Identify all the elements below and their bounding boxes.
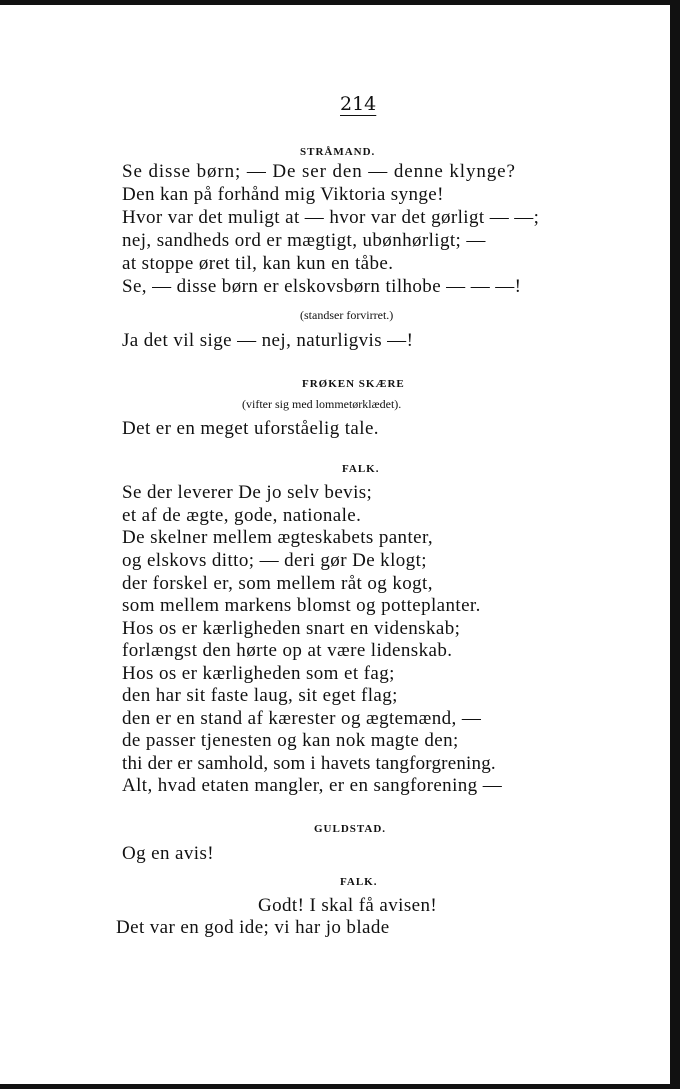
- verse-line: Og en avis!: [122, 843, 214, 864]
- verse-line: Se der leverer De jo selv bevis;: [122, 482, 373, 503]
- verse-line: Hvor var det muligt at — hvor var det gørligt — —;: [122, 207, 540, 228]
- verse-line: den har sit faste laug, sit eget flag;: [122, 685, 398, 706]
- stage-direction: (vifter sig med lommetørklædet).: [242, 397, 402, 411]
- verse-line: Godt! I skal få avisen!: [258, 895, 438, 916]
- verse-line: thi der er samhold, som i havets tangforgrening.: [122, 753, 496, 774]
- verse-line: og elskovs ditto; — deri gør De klogt;: [122, 550, 427, 571]
- speaker-guldstad: GULDSTAD.: [314, 823, 387, 835]
- verse-line: Ja det vil sige — nej, naturligvis —!: [122, 330, 414, 351]
- verse-line: Hos os er kærligheden snart en videnskab;: [122, 618, 461, 639]
- verse-line: Hos os er kærligheden som et fag;: [122, 663, 395, 684]
- verse-line: Se, — disse børn er elskovsbørn tilhobe — — —!: [122, 276, 522, 297]
- page-edge-right: [670, 0, 680, 1089]
- speaker-froken-skaere: FRØKEN SKÆRE: [302, 378, 405, 390]
- stage-direction: (standser forvirret.): [300, 308, 394, 322]
- verse-line: Alt, hvad etaten mangler, er en sangforening —: [122, 775, 503, 796]
- verse-line: den er en stand af kærester og ægtemænd, —: [122, 708, 482, 729]
- verse-line: som mellem markens blomst og potteplanter.: [122, 595, 481, 616]
- verse-line: Det er en meget uforståelig tale.: [122, 418, 379, 439]
- verse-line: nej, sandheds ord er mægtigt, ubønhørligt; —: [122, 230, 486, 251]
- page-edge-top: [0, 0, 680, 5]
- verse-line: de passer tjenesten og kan nok magte den;: [122, 730, 459, 751]
- verse-line: der forskel er, som mellem råt og kogt,: [122, 573, 433, 594]
- page-edge-bottom: [0, 1084, 680, 1089]
- verse-line: Det var en god ide; vi har jo blade: [116, 917, 390, 938]
- verse-line: De skelner mellem ægteskabets panter,: [122, 527, 434, 548]
- verse-line: Den kan på forhånd mig Viktoria synge!: [122, 184, 444, 205]
- speaker-falk: FALK.: [340, 876, 378, 888]
- speaker-falk: FALK.: [342, 463, 380, 475]
- verse-line: at stoppe øret til, kan kun en tåbe.: [122, 253, 394, 274]
- page-number: 214: [340, 93, 377, 115]
- verse-line: et af de ægte, gode, nationale.: [122, 505, 362, 526]
- speaker-stramand: STRÅMAND.: [300, 146, 376, 158]
- verse-line: forlængst den hørte op at være lidenskab.: [122, 640, 453, 661]
- verse-line: Se disse børn; — De ser den — denne klynge?: [122, 161, 516, 182]
